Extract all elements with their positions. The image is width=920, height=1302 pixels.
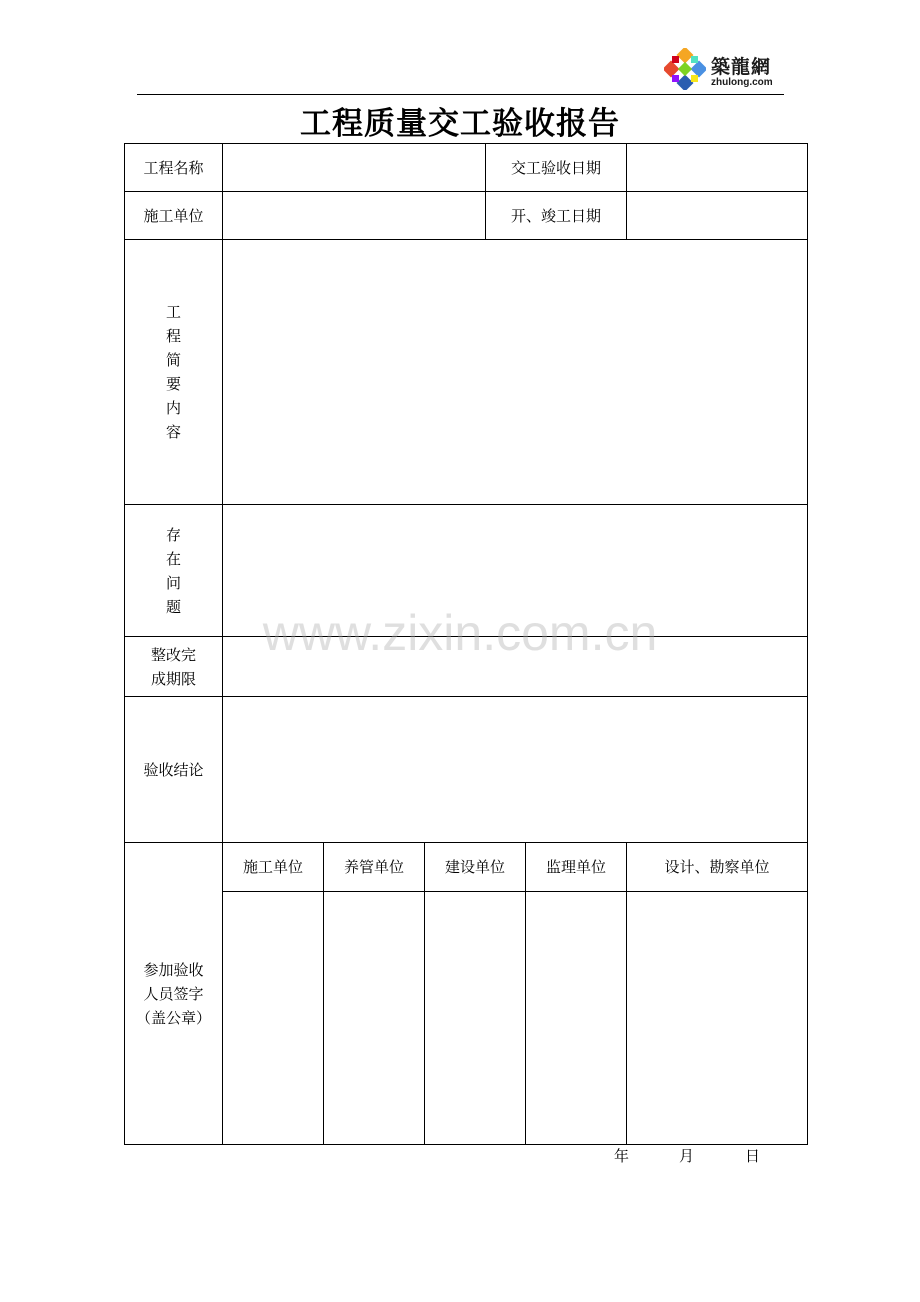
issues-field[interactable]: [223, 505, 808, 637]
form-row-project: [125, 144, 808, 192]
handover-date-field[interactable]: [627, 144, 808, 192]
deadline-field[interactable]: [223, 637, 808, 697]
signature-cell-supervision[interactable]: [526, 892, 627, 1145]
logo-text-cn: 築龍網: [711, 56, 772, 78]
summary-label: 工 程 简 要 内 容: [125, 240, 223, 505]
date-line: [0, 1145, 920, 1169]
unit-header-maintenance: 养管单位: [324, 843, 425, 892]
date-year-label: 年: [614, 1147, 630, 1165]
zhulong-logo-icon: [664, 48, 706, 90]
form-row-summary: [125, 240, 808, 505]
project-name-label: 工程名称: [125, 144, 223, 192]
date-day-label: 日: [745, 1147, 761, 1165]
date-month-label: 月: [679, 1147, 695, 1165]
form-row-issues: [125, 505, 808, 637]
project-name-field[interactable]: [223, 144, 486, 192]
watermark: www.zixin.com.cn: [262, 605, 658, 661]
form-row-signatures: [125, 892, 808, 1145]
form-row-conclusion: [125, 697, 808, 843]
deadline-label: 整改完 成期限: [125, 637, 223, 697]
unit-header-supervision: 监理单位: [526, 843, 627, 892]
zhulong-logo: [664, 46, 784, 94]
acceptance-form-table: [124, 143, 808, 1145]
signature-cell-owner[interactable]: [425, 892, 526, 1145]
summary-field[interactable]: [223, 240, 808, 505]
document-title: 工程质量交工验收报告: [300, 106, 620, 142]
form-row-units-header: [125, 843, 808, 892]
handover-date-label: 交工验收日期: [486, 144, 627, 192]
signature-cell-design-survey[interactable]: [627, 892, 808, 1145]
signatures-label: 参加验收 人员签字 （盖公章）: [125, 843, 223, 1145]
contractor-label: 施工单位: [125, 192, 223, 240]
form-row-deadline: [125, 637, 808, 697]
start-end-date-field[interactable]: [627, 192, 808, 240]
contractor-field[interactable]: [223, 192, 486, 240]
logo-text-en: zhulong.com: [711, 77, 773, 88]
unit-header-owner: 建设单位: [425, 843, 526, 892]
start-end-date-label: 开、竣工日期: [486, 192, 627, 240]
unit-header-design-survey: 设计、勘察单位: [627, 843, 808, 892]
signature-cell-contractor[interactable]: [223, 892, 324, 1145]
unit-header-contractor: 施工单位: [223, 843, 324, 892]
conclusion-field[interactable]: [223, 697, 808, 843]
issues-label: 存 在 问 题: [125, 505, 223, 637]
conclusion-label: 验收结论: [125, 697, 223, 843]
form-row-contractor: [125, 192, 808, 240]
signature-cell-maintenance[interactable]: [324, 892, 425, 1145]
header-divider: [137, 94, 784, 95]
